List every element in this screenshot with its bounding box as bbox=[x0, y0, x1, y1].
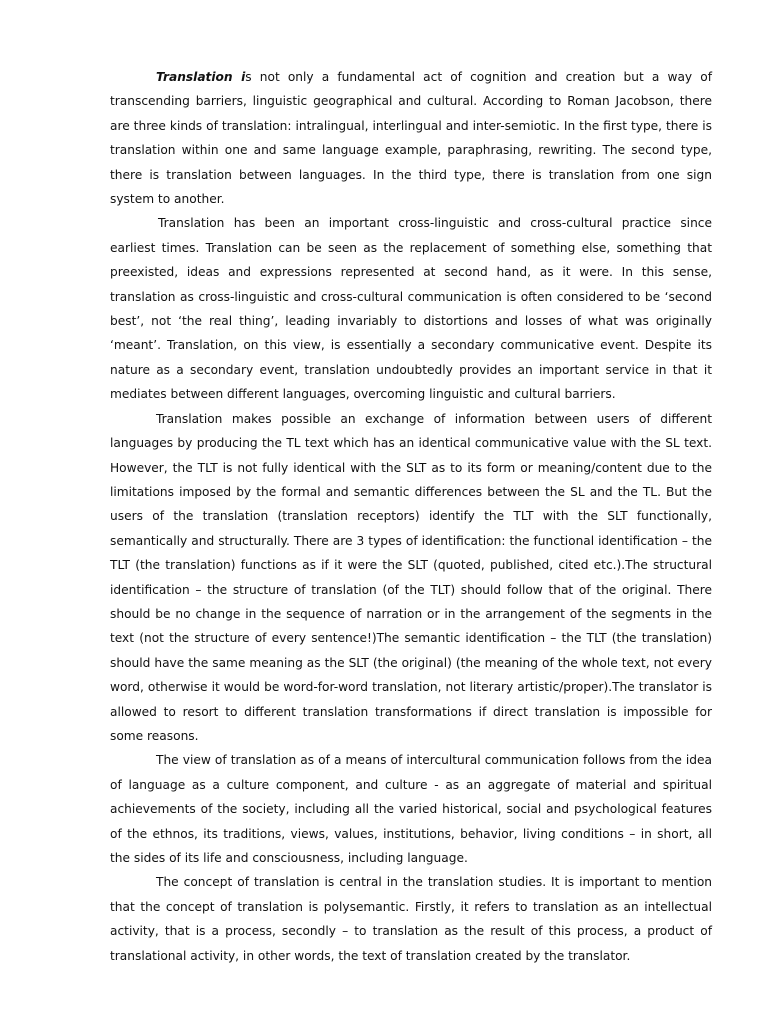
paragraph-4: The view of translation as of a means of intercultural communication follows from the idea of language as a culture component, and culture - as an aggregate of material and spiritual achievements of the society, including all the varied historical, social and psychological features of the ethnos, its traditions, views, values, institutions, behavior, living conditions – in short, all the sides of its life and consciousness, including language. bbox=[110, 753, 712, 865]
paragraph-1-text: s not only a fundamental act of cognition and creation but a way of transcending barriers, linguistic geographical and cultural. According to Roman Jacobson, there are three kinds of translation: intralingual, interlingual and inter-semiotic. In the first type, there is translation within one and same language example, paraphrasing, rewriting. The second type, there is translation between languages. In the third type, there is translation from one sign system to another. bbox=[110, 70, 712, 207]
paragraph-1 bbox=[110, 65, 712, 211]
paragraph-1-lead: Translation i bbox=[156, 70, 246, 84]
paragraph-5: The concept of translation is central in the translation studies. It is important to mention that the concept of translation is polysemantic. Firstly, it refers to translation as an intellectual activity, that is a process, secondly – to translation as the result of this process, a product of translational activity, in other words, the text of translation created by the translator. bbox=[110, 875, 712, 963]
document-page bbox=[110, 65, 712, 968]
paragraph-3: Translation makes possible an exchange of information between users of different languages by producing the TL text which has an identical communicative value with the SL text. However, the TLT is not fully identical with the SLT as to its form or meaning/content due to the limitations imposed by the formal and semantic differences between the SL and the TL. But the users of the translation (translation receptors) identify the TLT with the SLT functionally, semantically and structurally. There are 3 types of identification: the functional identification – the TLT (the translation) functions as if it were the SLT (quoted, published, cited etc.).The structural identification – the structure of translation (of the TLT) should follow that of the original. There should be no change in the sequence of narration or in the arrangement of the segments in the text (not the structure of every sentence!)The semantic identification – the TLT (the translation) should have the same meaning as the SLT (the original) (the meaning of the whole text, not every word, otherwise it would be word-for-word translation, not literary artistic/proper).The translator is allowed to resort to different translation transformations if direct translation is impossible for some reasons. bbox=[110, 411, 712, 743]
paragraph-2: Translation has been an important cross-linguistic and cross-cultural practice since earliest times. Translation can be seen as the replacement of something else, something that preexisted, ideas and expressions represented at second hand, as it were. In this sense, translation as cross-linguistic and cross-cultural communication is often considered to be ‘second best’, not ‘the real thing’, leading invariably to distortions and losses of what was originally ‘meant’. Translation, on this view, is essentially a secondary communicative event. Despite its nature as a secondary event, translation undoubtedly provides an important service in that it mediates between different languages, overcoming linguistic and cultural barriers. bbox=[110, 216, 712, 402]
